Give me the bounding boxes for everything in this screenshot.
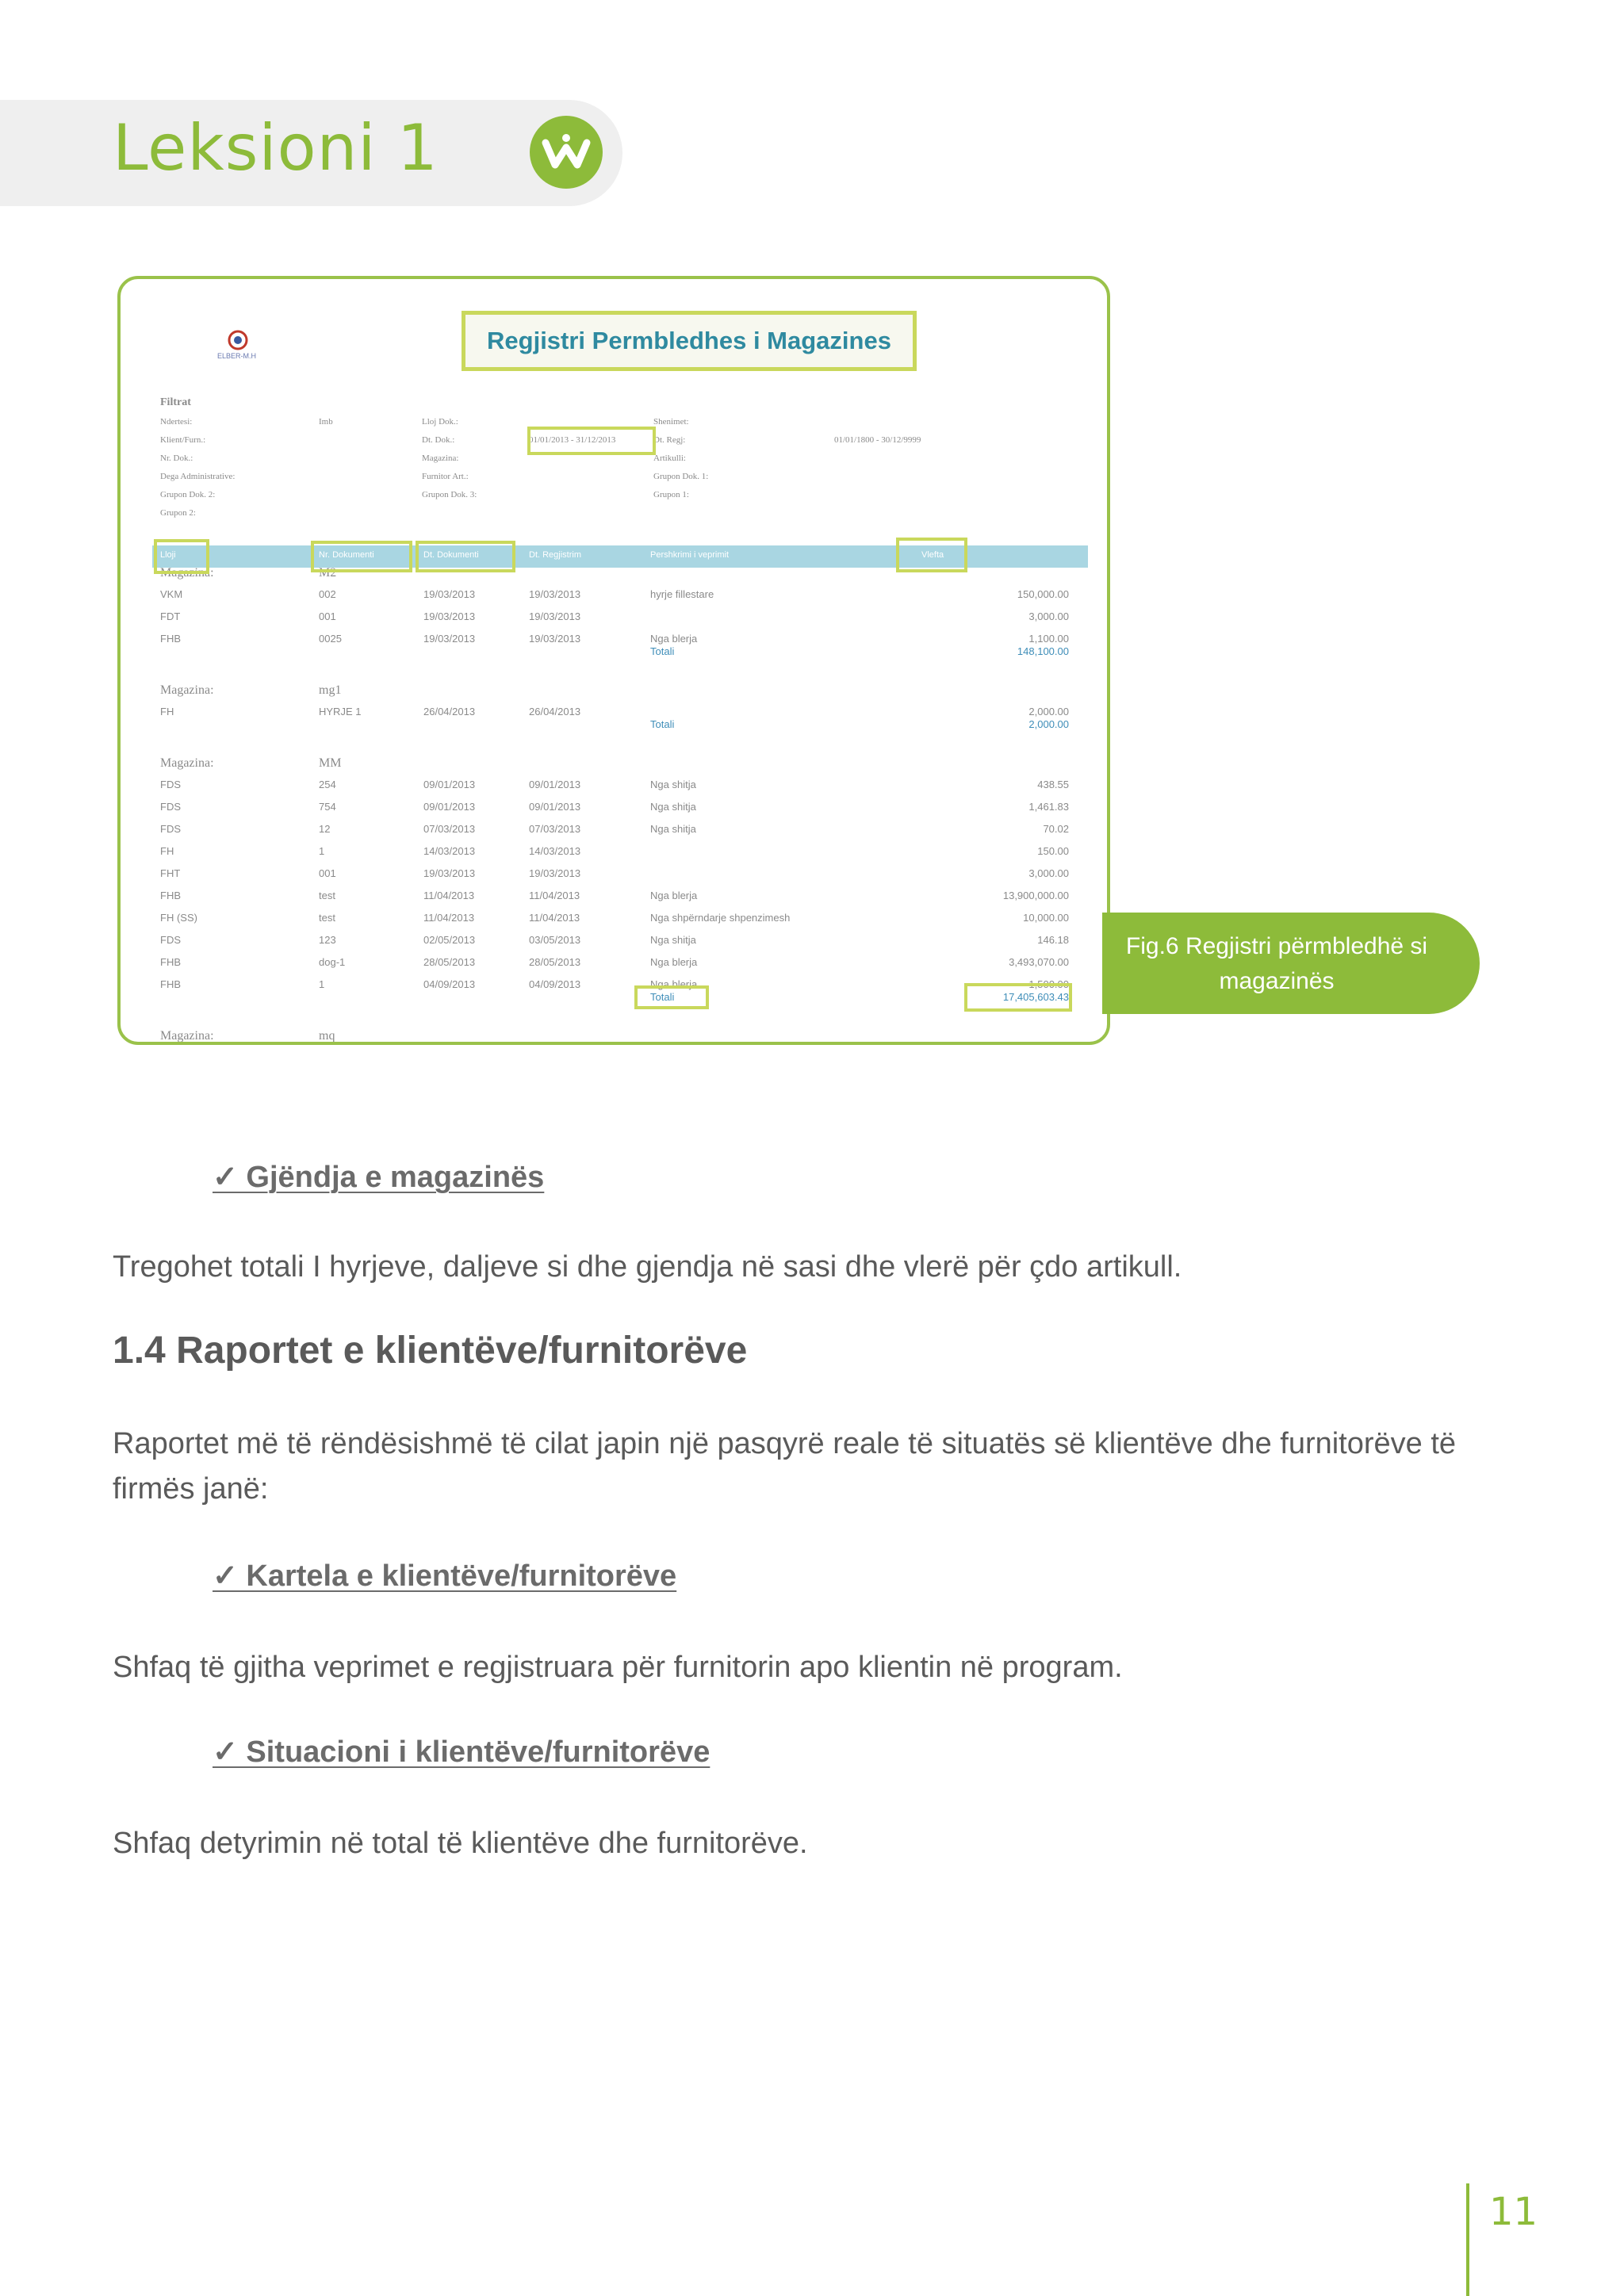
- total-value: 148,100.00: [1017, 645, 1069, 657]
- table-cell: 07/03/2013: [423, 823, 476, 835]
- table-cell: 19/03/2013: [529, 633, 581, 645]
- table-header-cell: Pershkrimi i veprimit: [650, 550, 730, 560]
- table-cell: 150,000.00: [1017, 588, 1069, 600]
- table-cell: 002: [319, 588, 336, 600]
- filter-cell: Magazina:: [422, 453, 459, 463]
- table-cell: 04/09/2013: [529, 978, 581, 990]
- paragraph-reports: Raportet më të rëndësishmë të cilat japin një pasqyrë reale të situatës së klientëve dhe furnitorëve të firmës janë:: [113, 1427, 1457, 1506]
- total-label-highlight: [634, 985, 709, 1009]
- total-value: 17,405,603.43: [1002, 991, 1069, 1003]
- table-cell: Nga shitja: [650, 779, 696, 790]
- table-cell: 2,000.00: [1028, 706, 1069, 718]
- grand-total-highlight: [964, 983, 1072, 1012]
- table-cell: 02/05/2013: [423, 934, 476, 946]
- table-cell: 19/03/2013: [423, 610, 476, 622]
- table-cell: 28/05/2013: [423, 956, 476, 968]
- table-cell: 1,500.00: [1028, 978, 1069, 990]
- filter-cell: 01/01/1800 - 30/12/9999: [834, 435, 921, 445]
- table-cell: 150.00: [1037, 845, 1069, 857]
- table-cell: 11/04/2013: [529, 890, 580, 901]
- brand-logo-icon: [530, 116, 603, 189]
- table-header-cell: Dt. Regjistrim: [529, 550, 582, 560]
- col-docdate-highlight: [416, 541, 515, 572]
- table-cell: Nga shpërndarje shpenzimesh: [650, 912, 791, 924]
- table-cell: 438.55: [1037, 779, 1069, 790]
- group-name: mq: [319, 1029, 335, 1043]
- table-cell: 09/01/2013: [529, 779, 581, 790]
- table-cell: 3,493,070.00: [1009, 956, 1069, 968]
- filter-cell: Lloj Dok.:: [422, 417, 458, 427]
- group-name: MM: [319, 756, 342, 770]
- filter-cell: Grupon 2:: [160, 508, 196, 518]
- table-cell: 09/01/2013: [529, 801, 581, 813]
- table-cell: VKM: [160, 588, 183, 600]
- filter-cell: Dt. Regj:: [653, 435, 686, 445]
- table-cell: 19/03/2013: [423, 633, 476, 645]
- total-label: Totali: [650, 718, 675, 730]
- table-cell: 19/03/2013: [423, 588, 476, 600]
- table-cell: 11/04/2013: [423, 912, 475, 924]
- col-docnr-highlight: [311, 541, 412, 572]
- table-cell: test: [319, 912, 335, 924]
- report-screenshot: [121, 279, 1110, 1045]
- total-label: Totali: [650, 645, 675, 657]
- group-name: mg1: [319, 683, 342, 697]
- filter-cell: Grupon Dok. 3:: [422, 490, 477, 499]
- section-heading: 1.4 Raportet e klientëve/furnitorëve: [113, 1330, 748, 1372]
- filter-cell: Imb: [319, 417, 333, 427]
- filter-cell: Grupon Dok. 2:: [160, 490, 216, 499]
- table-cell: test: [319, 890, 335, 901]
- table-cell: 09/01/2013: [423, 801, 476, 813]
- filter-cell: Dega Administrative:: [160, 472, 236, 481]
- group-label: Magazina:: [160, 566, 214, 580]
- table-cell: 146.18: [1037, 934, 1069, 946]
- table-cell: FH: [160, 845, 174, 857]
- check-heading-stock: ✓ Gjëndja e magazinës: [213, 1161, 545, 1194]
- table-cell: 11/04/2013: [529, 912, 580, 924]
- report-title: Regjistri Permbledhes i Magazines: [487, 327, 891, 354]
- group-name: M2: [319, 566, 337, 580]
- table-cell: Nga shitja: [650, 823, 696, 835]
- total-label: Totali: [650, 991, 675, 1003]
- table-cell: 03/05/2013: [529, 934, 581, 946]
- company-logo-icon: [224, 328, 252, 352]
- filter-cell: Nr. Dok.:: [160, 453, 193, 463]
- table-cell: FHT: [160, 867, 181, 879]
- table-cell: hyrje fillestare: [650, 588, 714, 600]
- table-cell: 19/03/2013: [423, 867, 476, 879]
- total-value: 2,000.00: [1028, 718, 1069, 730]
- table-cell: 3,000.00: [1028, 867, 1069, 879]
- filter-cell: Klient/Furn.:: [160, 435, 206, 445]
- page-number: 11: [1489, 2190, 1538, 2234]
- table-cell: FDS: [160, 779, 181, 790]
- table-header-cell: Lloji: [160, 550, 176, 560]
- table-header-cell: Nr. Dokumenti: [319, 550, 374, 560]
- table-cell: 09/01/2013: [423, 779, 476, 790]
- filter-cell: Grupon 1:: [653, 490, 689, 499]
- table-cell: 14/03/2013: [423, 845, 476, 857]
- col-type-highlight: [154, 539, 209, 574]
- page-title: Leksioni 1: [113, 111, 439, 185]
- table-cell: 0025: [319, 633, 342, 645]
- group-label: Magazina:: [160, 756, 214, 770]
- table-cell: Nga blerja: [650, 890, 698, 901]
- company-logo-text: ELBER-M.H: [217, 352, 257, 360]
- date-filter-highlight: [527, 427, 656, 455]
- group-label: Magazina:: [160, 1029, 214, 1043]
- table-cell: 28/05/2013: [529, 956, 581, 968]
- table-cell: FDS: [160, 823, 181, 835]
- table-cell: Nga blerja: [650, 633, 698, 645]
- paragraph-situation: Shfaq detyrimin në total të klientëve dhe furnitorëve.: [113, 1827, 808, 1860]
- table-cell: FH: [160, 706, 174, 718]
- table-cell: 12: [319, 823, 331, 835]
- table-cell: HYRJE 1: [319, 706, 362, 718]
- table-cell: FHB: [160, 633, 181, 645]
- table-cell: 1,100.00: [1028, 633, 1069, 645]
- table-cell: 123: [319, 934, 336, 946]
- table-cell: 07/03/2013: [529, 823, 581, 835]
- table-cell: FDS: [160, 801, 181, 813]
- table-header-cell: Vlefta: [921, 550, 944, 560]
- figure-screenshot: [117, 276, 1110, 1045]
- filters-label: Filtrat: [160, 396, 191, 408]
- table-cell: 10,000.00: [1023, 912, 1069, 924]
- group-label: Magazina:: [160, 683, 214, 697]
- report-title-box: [462, 311, 917, 371]
- table-cell: 04/09/2013: [423, 978, 476, 990]
- filter-cell: Dt. Dok.:: [422, 435, 455, 445]
- table-cell: 11/04/2013: [423, 890, 475, 901]
- table-cell: FHB: [160, 978, 181, 990]
- filter-cell: Grupon Dok. 1:: [653, 472, 709, 481]
- table-cell: 1: [319, 845, 325, 857]
- table-cell: Nga blerja: [650, 956, 698, 968]
- table-cell: FDS: [160, 934, 181, 946]
- table-cell: Nga shitja: [650, 934, 696, 946]
- table-cell: FHB: [160, 956, 181, 968]
- col-value-highlight: [896, 538, 967, 572]
- check-heading-card: ✓ Kartela e klientëve/furnitorëve: [213, 1559, 677, 1593]
- table-cell: 001: [319, 867, 336, 879]
- table-cell: dog-1: [319, 956, 346, 968]
- table-cell: 001: [319, 610, 336, 622]
- paragraph-stock: Tregohet totali I hyrjeve, daljeve si dhe gjendja në sasi dhe vlerë për çdo artikull.: [113, 1250, 1182, 1284]
- table-cell: 26/04/2013: [423, 706, 476, 718]
- table-cell: Nga shitja: [650, 801, 696, 813]
- table-cell: FH (SS): [160, 912, 197, 924]
- filter-cell: 01/01/2013 - 31/12/2013: [529, 435, 616, 445]
- table-cell: 13,900,000.00: [1002, 890, 1069, 901]
- table-cell: 1,461.83: [1028, 801, 1069, 813]
- table-cell: 3,000.00: [1028, 610, 1069, 622]
- table-cell: 1: [319, 978, 325, 990]
- filter-cell: Furnitor Art.:: [422, 472, 469, 481]
- table-cell: FHB: [160, 890, 181, 901]
- table-cell: 19/03/2013: [529, 588, 581, 600]
- filter-cell: Ndertesi:: [160, 417, 193, 427]
- page-number-rule: [1466, 2183, 1469, 2296]
- table-cell: 19/03/2013: [529, 867, 581, 879]
- check-heading-situation: ✓ Situacioni i klientëve/furnitorëve: [213, 1735, 710, 1769]
- table-header-cell: Dt. Dokumenti: [423, 550, 479, 560]
- table-cell: Nga blerja: [650, 978, 698, 990]
- table-cell: 70.02: [1043, 823, 1069, 835]
- table-cell: 19/03/2013: [529, 610, 581, 622]
- table-cell: 254: [319, 779, 336, 790]
- table-cell: 754: [319, 801, 336, 813]
- table-cell: 14/03/2013: [529, 845, 581, 857]
- filter-cell: Artikulli:: [653, 453, 686, 463]
- paragraph-card: Shfaq të gjitha veprimet e regjistruara për furnitorin apo klientin në program.: [113, 1651, 1123, 1684]
- table-cell: 26/04/2013: [529, 706, 581, 718]
- figure-caption: Fig.6 Regjistri përmbledhë si magazinës: [1125, 933, 1428, 994]
- table-cell: FDT: [160, 610, 181, 622]
- filter-cell: Shenimet:: [653, 417, 689, 427]
